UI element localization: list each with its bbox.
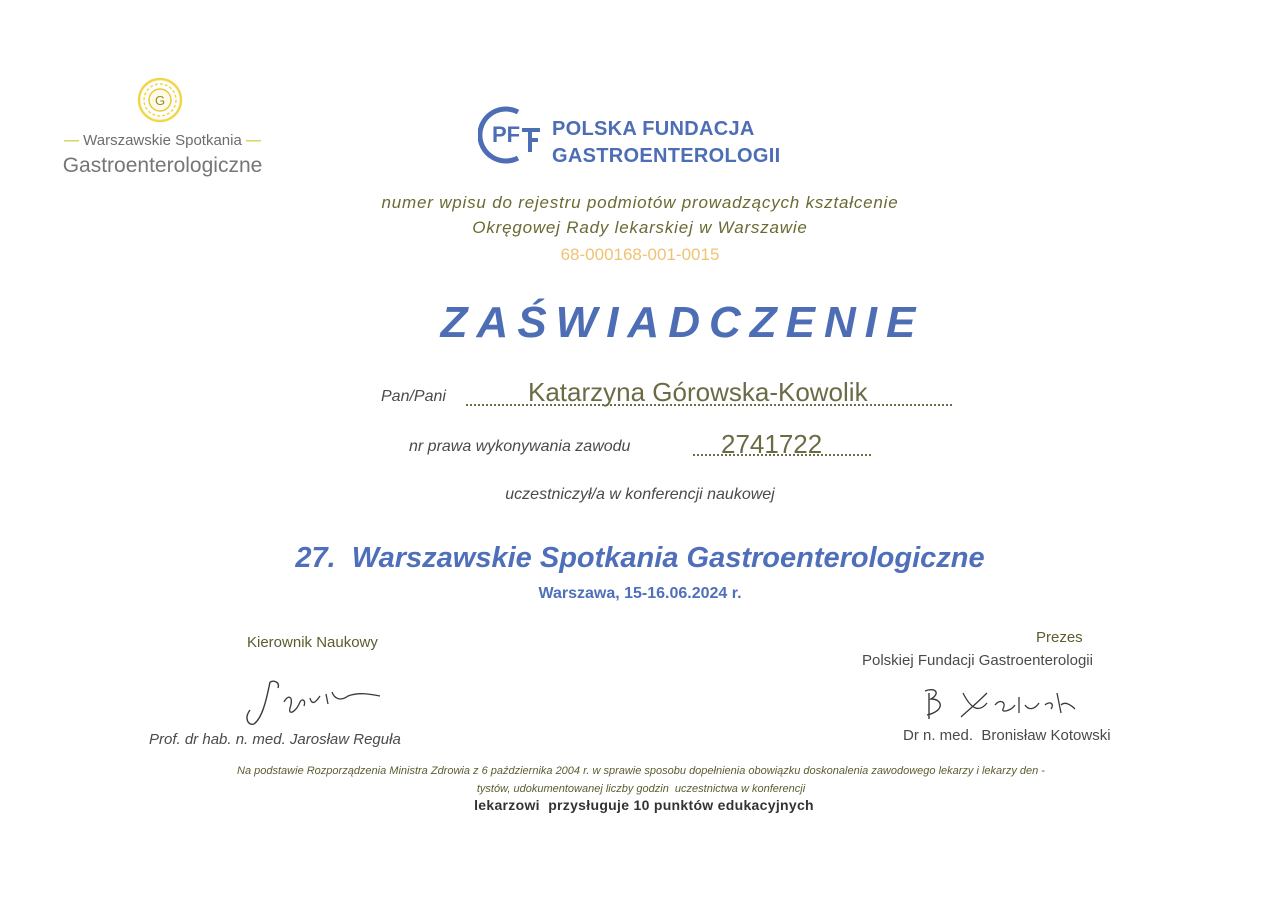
register-line1: numer wpisu do rejestru podmiotów prowadzących kształcenie [381,193,899,212]
license-label: nr prawa wykonywania zawodu [409,438,631,455]
conference-name: 27. Warszawskie Spotkania Gastroenterologiczne [295,542,985,574]
pfg-name-line1: POLSKA FUNDACJA [552,118,755,140]
svg-text:PF: PF [492,122,521,147]
conference-logo-line2: Gastroenterologiczne [62,154,263,177]
logo-dash-left-icon: — [63,132,79,149]
register-number: 68-000168-001-0015 [560,245,720,264]
recipient-name: Katarzyna Górowska-Kowolik [528,377,868,407]
register-line2: Okręgowej Rady lekarskiej w Warszawie [472,218,808,237]
license-number: 2741722 [721,429,823,459]
pfg-name-line2: GASTROENTEROLOGII [552,145,781,167]
participation-text: uczestniczył/a w konferencji naukowej [505,486,775,503]
recipient-label: Pan/Pani [381,388,446,405]
document-title: ZAŚWIADCZENIE [440,298,925,347]
pfg-logo-icon [478,104,546,166]
scientific-director-name: Prof. dr hab. n. med. Jarosław Reguła [149,731,401,748]
scientific-director-role: Kierownik Naukowy [247,634,378,651]
conference-emblem-icon [137,77,183,123]
president-name: Dr n. med. Bronisław Kotowski [903,727,1111,744]
emblem-letter: G [154,93,166,108]
legal-line1: Na podstawie Rozporządzenia Ministra Zdrowia z 6 października 2004 r. w sprawie sposobu dopełnienia obowiązku doskonalenia zawodowego lekarzy i lekarzy den - [237,765,1045,777]
logo-text-line1: Warszawskie Spotkania [83,132,242,149]
logo-dash-right-icon: — [246,132,261,149]
signature-right-icon [915,683,1085,725]
conference-logo-line1 [40,132,285,149]
signature-left-icon [240,672,385,730]
legal-basis-text [136,762,1146,798]
conference-place-date: Warszawa, 15-16.06.2024 r. [538,585,742,602]
president-role: Prezes [1036,629,1083,646]
legal-line2: tystów, udokumentowanej liczby godzin uczestnictwa w konferencji [476,783,806,795]
education-points: lekarzowi przysługuje 10 punktów edukacyjnych [474,797,814,813]
president-organization: Polskiej Fundacji Gastroenterologii [862,652,1093,669]
